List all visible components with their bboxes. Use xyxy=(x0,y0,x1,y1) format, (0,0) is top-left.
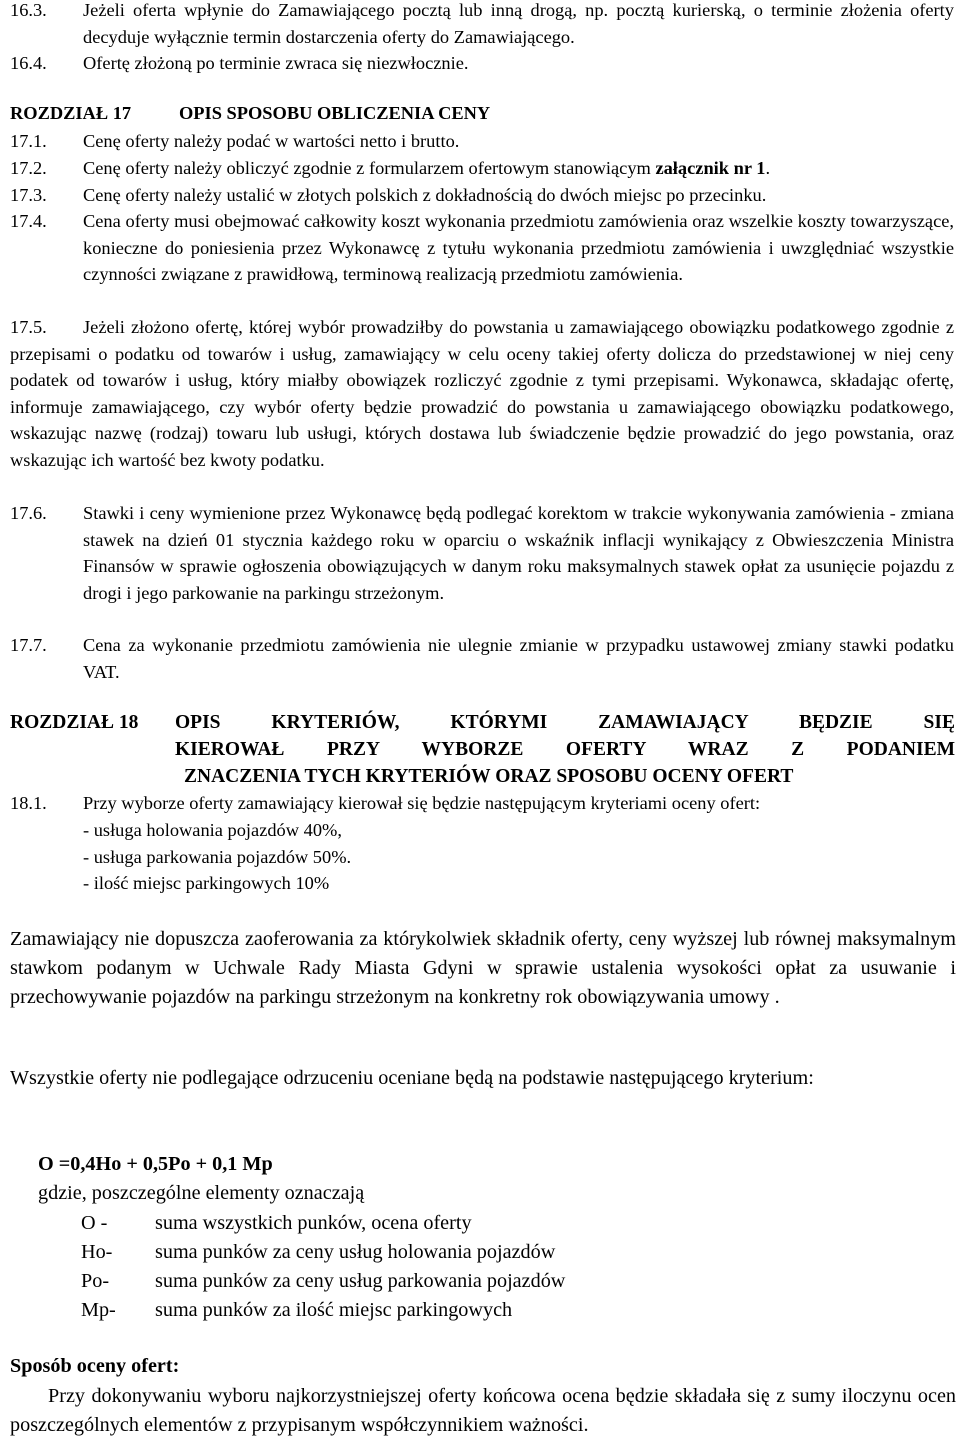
criteria-item: - usługa parkowania pojazdów 50%. xyxy=(83,846,352,867)
clause-text xyxy=(83,155,954,182)
clause-16-3 xyxy=(10,0,954,50)
clause-18-1 xyxy=(10,790,954,817)
clause-number: 17.7. xyxy=(10,635,47,655)
criteria-item: - ilość miejsc parkingowych 10% xyxy=(83,873,330,893)
legend-symbol: Po- xyxy=(81,1270,110,1292)
clause-17-3 xyxy=(10,182,954,209)
clause-text-end: . xyxy=(765,158,771,178)
clause-text: Cenę oferty należy ustalić w złotych polskich z dokładnością do dwóch miejsc po przecinku. xyxy=(83,185,767,205)
clause-number: 17.5. xyxy=(10,317,47,337)
clause-number: 16.4. xyxy=(10,53,47,73)
clause-number: 18.1. xyxy=(10,793,47,813)
criteria-item: - usługa holowania pojazdów 40%, xyxy=(83,820,342,840)
paragraph-final xyxy=(10,1382,956,1440)
legend-symbol: Ho- xyxy=(81,1241,113,1263)
clause-text: Przy wyborze oferty zamawiający kierował się będzie następującym kryteriami oceny ofert: xyxy=(83,793,761,813)
legend-description: suma wszystkich punków, ocena oferty xyxy=(155,1212,472,1234)
clause-16-4 xyxy=(10,50,954,77)
clause-number: 17.3. xyxy=(10,185,47,205)
clause-text: Cena oferty musi obejmować całkowity koszt wykonania przedmiotu zamówienia oraz wszelkie koszty towarzyszące, konieczne do poniesienia przez Wykonawcę z tytułu wykonania przedmiotu zamówienia i uwzględniać wszystkie czynności związane z prawidłową, terminową realizacją przedmiotu zamówienia. xyxy=(83,211,954,284)
paragraph-criteria-intro: Wszystkie oferty nie podlegające odrzuceniu oceniane będą na podstawie następującego kryterium: xyxy=(10,1067,814,1089)
clause-17-2 xyxy=(10,155,954,182)
clause-number: 16.3. xyxy=(10,0,47,20)
clause-number: 17.4. xyxy=(10,211,47,231)
chapter-number: ROZDZIAŁ 18 xyxy=(10,712,139,733)
section-heading: Sposób oceny ofert: xyxy=(10,1355,180,1377)
chapter-number: ROZDZIAŁ 17 xyxy=(10,103,132,123)
score-formula: O =0,4Ho + 0,5Po + 0,1 Mp xyxy=(38,1153,273,1175)
chapter-title-line: OPIS KRYTERIÓW, KTÓRYMI ZAMAWIAJĄCY BĘDZIE SIĘ xyxy=(175,712,955,733)
legend-description: suma punków za ceny usług holowania pojazdów xyxy=(155,1241,556,1263)
chapter-title xyxy=(175,710,955,790)
clause-17-7 xyxy=(10,632,954,685)
legend-symbol: O - xyxy=(81,1212,108,1234)
clause-text: Jeżeli oferta wpłynie do Zamawiającego pocztą lub inną drogą, np. pocztą kurierską, o terminie złożenia oferty decyduje wyłącznie termin dostarczenia oferty do Zamawiającego. xyxy=(83,0,954,47)
clause-text-main: Cenę oferty należy obliczyć zgodnie z formularzem ofertowym stanowiącym xyxy=(83,158,651,178)
chapter-18-heading xyxy=(10,710,954,790)
paragraph-max-rates: Zamawiający nie dopuszcza zaoferowania za którykolwiek składnik oferty, ceny wyższej lub równej maksymalnym stawkom podanym w Uchwale Rady Miasta Gdyni w sprawie ustalenia wysokości opłat za usuwanie i przechowywanie pojazdów na parkingu strzeżonym na konkretny rok obowiązywania umowy . xyxy=(10,928,956,1008)
clause-text: Cena za wykonanie przedmiotu zamówienia nie ulegnie zmianie w przypadku ustawowej zmiany stawki podatku VAT. xyxy=(83,635,954,682)
chapter-title-line: KIEROWAŁ PRZY WYBORZE OFERTY WRAZ Z PODANIEM xyxy=(175,738,955,760)
chapter-17-heading xyxy=(10,100,490,127)
chapter-title-line: ZNACZENIA TYCH KRYTERIÓW ORAZ SPOSOBU OCENY OFERT xyxy=(184,765,794,787)
attachment-reference: załącznik nr 1 xyxy=(655,158,766,178)
clause-17-1 xyxy=(10,128,954,155)
criteria-list xyxy=(83,817,351,897)
clause-17-6 xyxy=(10,500,954,606)
chapter-title: OPIS SPOSOBU OBLICZENIA CENY xyxy=(179,103,491,123)
legend-description: suma punków za ilość miejsc parkingowych xyxy=(155,1299,513,1321)
clause-text: Ofertę złożoną po terminie zwraca się niezwłocznie. xyxy=(83,53,469,73)
legend-intro: gdzie, poszczególne elementy oznaczają xyxy=(38,1182,365,1204)
clause-number: 17.1. xyxy=(10,131,47,151)
clause-text: Stawki i ceny wymienione przez Wykonawcę będą podlegać korektom w trakcie wykonywania zamówienia - zmiana stawek na dzień 01 stycznia każdego roku w oparciu o wskaźnik inflacji wynikający z Obwieszczenia Ministra Finansów w sprawie ogłoszenia obowiązujących w danym roku maksymalnych stawek opłat za usunięcie pojazdu z drogi i jego parkowanie na parkingu strzeżonym. xyxy=(83,503,954,603)
paragraph-final-text: Przy dokonywaniu wyboru najkorzystniejszej oferty końcowa ocena będzie składała się z sumy iloczynu ocen poszczególnych elementów z przypisanym współczynnikiem ważności. xyxy=(10,1385,956,1436)
clause-number: 17.2. xyxy=(10,158,47,178)
clause-text: Cenę oferty należy podać w wartości netto i brutto. xyxy=(83,131,460,151)
legend-description: suma punków za ceny usług parkowania pojazdów xyxy=(155,1270,566,1292)
legend-symbol: Mp- xyxy=(81,1299,116,1321)
clause-text-body: Jeżeli złożono ofertę, której wybór prowadziłby do powstania u zamawiającego obowiązku podatkowego zgodnie z przepisami o podatku od towarów i usług, zamawiający w celu oceny takiej oferty dolicza do przedstawionej w niej ceny podatek od towarów i usług, który miałby obowiązek rozliczyć zgodnie z tymi przepisami. Wykonawca, składając ofertę, informuje zamawiającego, czy wybór oferty będzie prowadzić do powstania u zamawiającego obowiązku podatkowego, wskazując nazwę (rodzaj) towaru lub usługi, których dostawa lub świadczenie będzie prowadzić do jego powstania, oraz wskazując ich wartość bez kwoty podatku. xyxy=(10,317,954,470)
clause-number: 17.6. xyxy=(10,503,47,523)
clause-text xyxy=(10,314,954,473)
clause-17-4 xyxy=(10,208,954,288)
clause-17-5 xyxy=(10,314,954,473)
